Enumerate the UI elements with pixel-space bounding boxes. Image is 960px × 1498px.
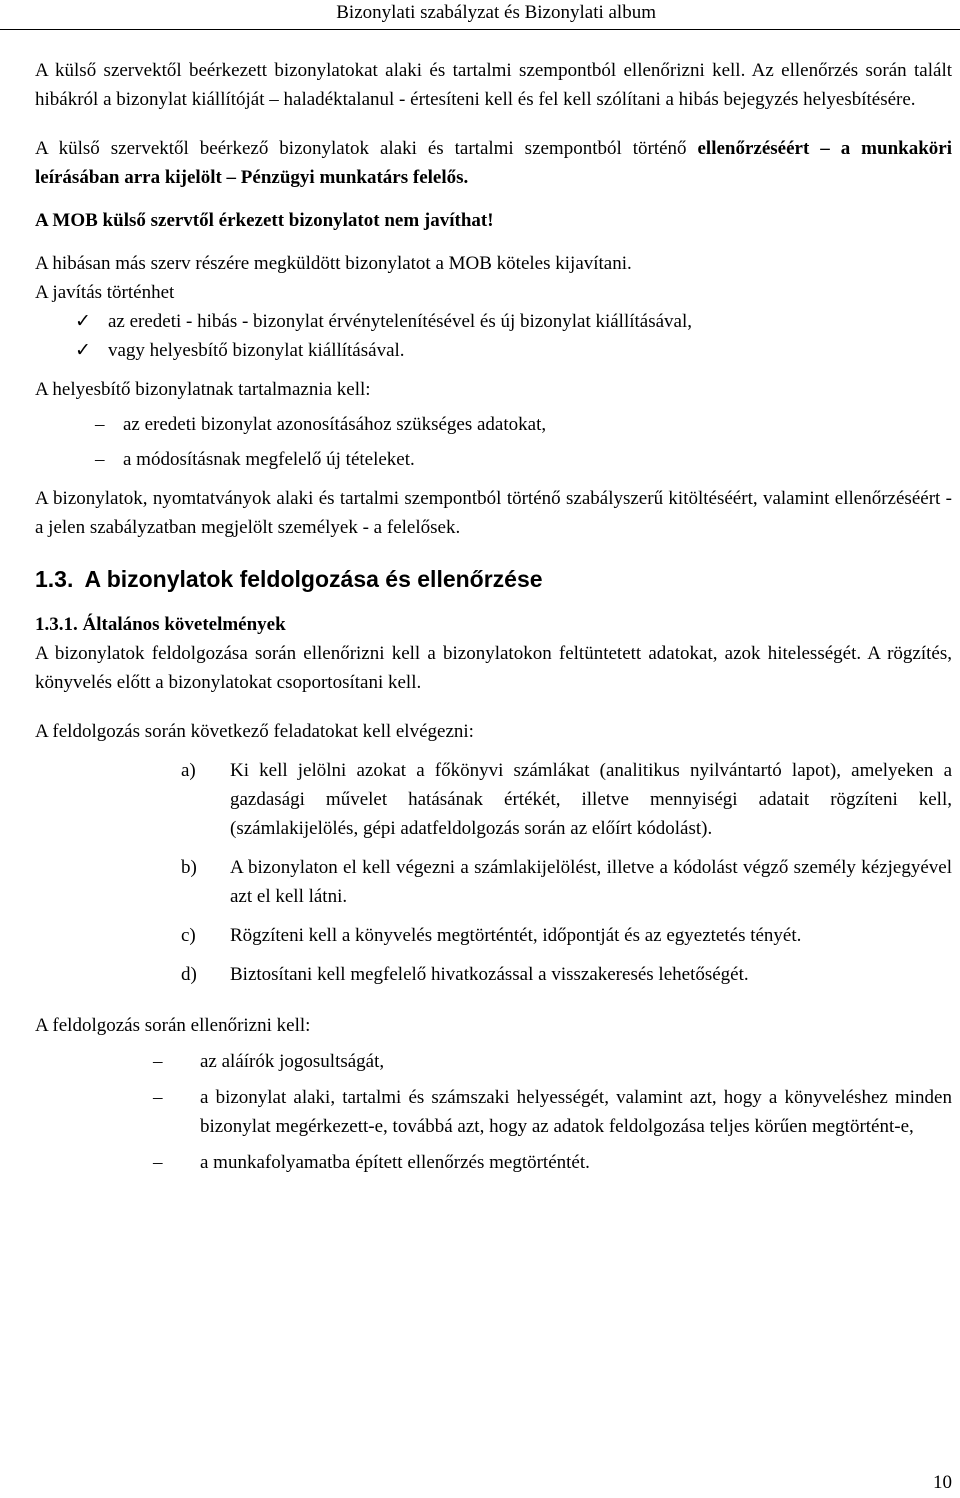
paragraph-correction-methods: A javítás történhet	[35, 282, 175, 303]
paragraph-tasks-intro: A feldolgozás során következő feladatokat kell elvégezni:	[35, 721, 474, 742]
running-header: Bizonylati szabályzat és Bizonylati album	[0, 0, 960, 30]
list-item-text: a bizonylat alaki, tartalmi és számszaki helyességét, valamint azt, hogy a könyveléshez minden bizonylat megérkezett-e, továbbá azt, hogy az adatok feldolgozása teljes körűen megtörtént-e,	[200, 1087, 952, 1137]
list-item	[35, 1083, 952, 1141]
tasks-list	[35, 756, 952, 989]
list-item-text: az eredeti - hibás - bizonylat érvénytelenítésével és új bizonylat kiállításával,	[108, 311, 693, 332]
list-item-text: A bizonylaton el kell végezni a számlakijelölést, illetve a kódolást végző személy kézjegyével azt el kell látni.	[230, 857, 952, 907]
correcting-doc-list	[35, 410, 952, 474]
paragraph-responsibility	[35, 134, 952, 192]
dash-icon: –	[153, 1152, 163, 1173]
paragraph-forms: A bizonylatok, nyomtatványok alaki és tartalmi szempontból történő szabályszerű kitöltéséért, valamint ellenőrzéséért - a jelen szabályzatban megjelölt személyek - a felelősek.	[35, 488, 952, 538]
checks-list	[35, 1047, 952, 1177]
list-item	[35, 960, 952, 989]
list-item	[35, 756, 952, 843]
list-label: a)	[181, 760, 196, 781]
list-item	[35, 1148, 952, 1177]
dash-icon: –	[153, 1051, 163, 1072]
list-item	[35, 1047, 952, 1076]
paragraph-processing: A bizonylatok feldolgozása során ellenőrizni kell a bizonylatokon feltüntetett adatokat, azok hitelességét. A rögzítés, könyvelés előtt a bizonylatokat csoportosítani kell.	[35, 643, 952, 693]
list-item-text: vagy helyesbítő bizonylat kiállításával.	[108, 340, 405, 361]
paragraph-external-docs: A külső szervektől beérkezett bizonylatokat alaki és tartalmi szempontból ellenőrizni kell. Az ellenőrzés során talált hibákról a bizonylat kiállítóját – haladéktalanul - értesíteni kell és fel kell szólítani a hibás bejegyzés helyesbítésére.	[35, 60, 952, 110]
list-item	[35, 445, 952, 474]
dash-icon: –	[95, 414, 105, 435]
page-body	[35, 56, 952, 1177]
list-item	[35, 921, 952, 950]
paragraph-responsibility-text: A külső szervektől beérkező bizonylatok alaki és tartalmi szempontból történő	[35, 138, 698, 159]
section-heading	[35, 562, 952, 596]
list-item	[35, 307, 952, 336]
list-item-text: a módosításnak megfelelő új tételeket.	[123, 449, 415, 470]
list-item-text: a munkafolyamatba épített ellenőrzés megtörténtét.	[200, 1152, 590, 1173]
dash-icon: –	[153, 1087, 163, 1108]
list-item-text: az aláírók jogosultságát,	[200, 1051, 385, 1072]
correction-methods-list	[35, 307, 952, 365]
list-item-text: Biztosítani kell megfelelő hivatkozással a visszakeresés lehetőségét.	[230, 964, 749, 985]
list-item	[35, 853, 952, 911]
section-title: A bizonylatok feldolgozása és ellenőrzése	[84, 566, 543, 592]
list-label: c)	[181, 925, 196, 946]
dash-icon: –	[95, 449, 105, 470]
list-label: b)	[181, 857, 197, 878]
list-label: d)	[181, 964, 197, 985]
page-number: 10	[933, 1472, 952, 1493]
subsection-heading: 1.3.1. Általános követelmények	[35, 614, 286, 635]
list-item-text: Rögzíteni kell a könyvelés megtörténtét, időpontját és az egyeztetés tényét.	[230, 925, 802, 946]
paragraph-responsibility-bold: ellenőrzéséért – a munkaköri leírásában arra kijelölt – Pénzügyi munkatárs felelős.	[35, 138, 952, 188]
section-number: 1.3.	[35, 566, 74, 592]
paragraph-correcting-doc: A helyesbítő bizonylatnak tartalmaznia kell:	[35, 379, 371, 400]
warning-no-correction: A MOB külső szervtől érkezett bizonylatot nem javíthat!	[35, 210, 494, 231]
list-item	[35, 336, 952, 365]
paragraph-mob-correct: A hibásan más szerv részére megküldött bizonylatot a MOB köteles kijavítani.	[35, 253, 632, 274]
list-item-text: Ki kell jelölni azokat a főkönyvi számlákat (analitikus nyilvántartó lapot), amelyeken a gazdasági művelet hatásának értékét, illetve mennyiségi adatait rögzíteni kell, (számlakijelölés, gépi adatfeldolgozás során az előírt kódolást).	[230, 760, 952, 839]
check-icon: ✓	[75, 340, 91, 361]
list-item-text: az eredeti bizonylat azonosításához szükséges adatokat,	[123, 414, 547, 435]
check-icon: ✓	[75, 311, 91, 332]
paragraph-checks-intro: A feldolgozás során ellenőrizni kell:	[35, 1015, 311, 1036]
list-item	[35, 410, 952, 439]
